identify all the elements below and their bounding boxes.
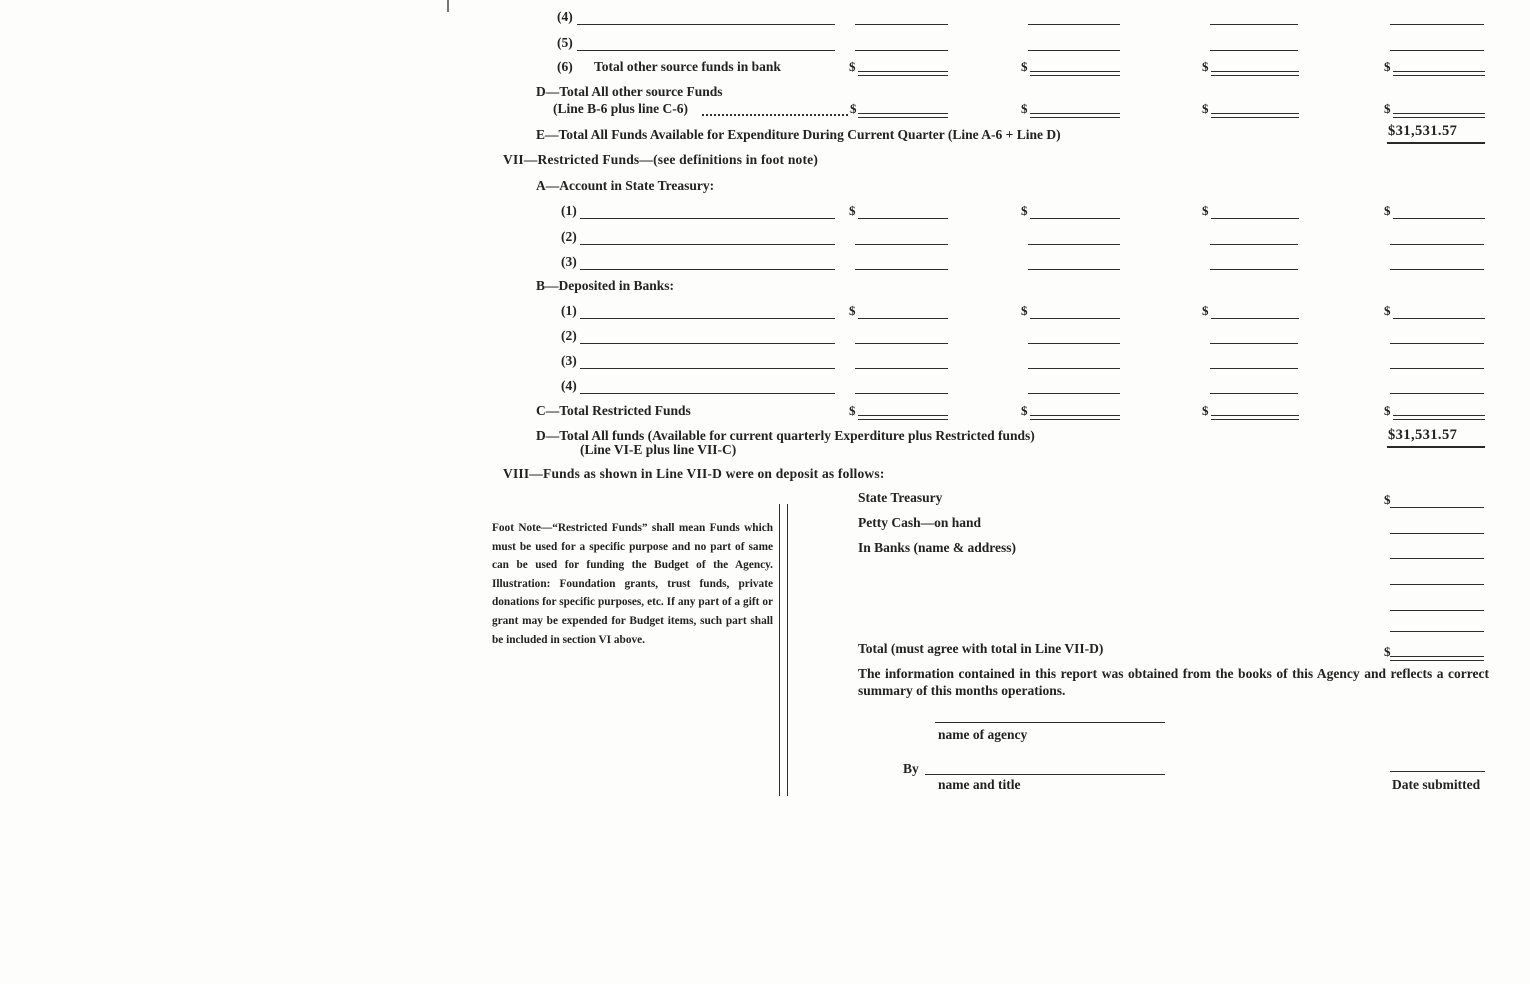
dollar-sign: $ [1021,101,1028,116]
amount-line [1390,244,1484,245]
footnote-divider-rule [779,504,788,796]
dollar-sign: $ [849,59,856,74]
amount-line [1210,343,1298,344]
by-signature-line [925,774,1165,775]
dollar-sign: $ [1202,403,1209,418]
scan-artifact-line [447,0,449,12]
fill-line [580,269,835,270]
dollar-sign: $ [1384,403,1391,418]
fill-line [580,218,835,219]
deposit-amount-line [1390,631,1484,632]
agency-signature-line [935,722,1165,723]
value-underline [1387,142,1485,144]
amount-line [1393,218,1485,219]
row-label: D—Total All funds (Available for current quarterly Experditure plus Restricted funds) [536,428,1035,443]
name-title-label: name and title [938,777,1021,792]
dollar-sign: $ [1021,403,1028,418]
fill-line [580,318,835,319]
fill-line [580,343,835,344]
date-line [1390,771,1485,772]
total-double-line [1211,415,1299,420]
amount-line [858,218,948,219]
row-label: D—Total All other source Funds [536,84,723,99]
amount-line [1390,343,1484,344]
amount-line [1390,368,1484,369]
by-label: By [903,761,919,776]
row-label: Total (must agree with total in Line VII-D) [858,641,1104,656]
row-number-label: (2) [561,229,577,244]
total-available-value: $31,531.57 [1388,123,1458,139]
row-label: E—Total All Funds Available for Expenditure During Current Quarter (Line A-6 + Line D) [536,127,1061,142]
total-double-line [858,415,948,420]
fill-line [580,368,835,369]
row-number-label: (1) [561,203,577,218]
amount-line [1028,24,1120,25]
section-vii-heading: VII—Restricted Funds—(see definitions in foot note) [503,152,819,167]
deposit-amount-line [1390,533,1484,534]
total-double-line [1393,71,1485,76]
amount-line [855,24,948,25]
total-double-line [1393,415,1485,420]
deposit-item-petty-cash: Petty Cash—on hand [858,515,982,530]
row-number-label: (3) [561,353,577,368]
fill-line [580,393,835,394]
amount-line [855,50,948,51]
total-double-line [858,71,948,76]
fill-line [577,24,835,25]
amount-line [1028,343,1120,344]
amount-line [1028,50,1120,51]
row-number-label: (5) [557,35,573,50]
dollar-sign: $ [1021,203,1028,218]
row-number-label: (3) [561,254,577,269]
amount-line [1030,318,1120,319]
row-sublabel: (Line VI-E plus line VII-C) [580,442,737,457]
dollar-sign: $ [1202,101,1209,116]
dollar-sign: $ [1202,203,1209,218]
row-number-label: (4) [561,378,577,393]
total-double-line [1030,71,1120,76]
amount-line [1390,269,1484,270]
row-label: C—Total Restricted Funds [536,403,691,418]
amount-line [855,244,948,245]
amount-line [855,368,948,369]
dollar-sign: $ [1202,59,1209,74]
dollar-sign: $ [1202,303,1209,318]
row-number-label: (1) [561,303,577,318]
amount-line [1210,24,1298,25]
amount-line [1028,393,1120,394]
deposit-amount-line [1390,507,1484,508]
amount-line [858,318,948,319]
total-all-funds-value: $31,531.57 [1388,427,1458,443]
dollar-sign: $ [1384,303,1391,318]
total-double-line [1211,113,1299,118]
amount-line [1210,244,1298,245]
section-viii-heading: VIII—Funds as shown in Line VII-D were on deposit as follows: [503,466,885,481]
amount-line [1210,393,1298,394]
total-double-line [1211,71,1299,76]
total-double-line [1393,113,1485,118]
amount-line [855,269,948,270]
dollar-sign: $ [1021,303,1028,318]
row-number-label: (6) [557,59,573,74]
amount-line [1211,218,1299,219]
dollar-sign: $ [1384,644,1391,659]
row-sublabel: (Line B-6 plus line C-6) [553,101,689,116]
date-submitted-label: Date submitted [1392,777,1481,792]
total-double-line [1030,415,1120,420]
row-number-label: (2) [561,328,577,343]
deposit-item-in-banks: In Banks (name & address) [858,540,1017,555]
dollar-sign: $ [1384,59,1391,74]
dollar-sign: $ [849,303,856,318]
amount-line [1028,269,1120,270]
fill-line [577,50,835,51]
fill-line [580,244,835,245]
amount-line [1390,393,1484,394]
amount-line [855,393,948,394]
dotted-leader [702,114,848,116]
dollar-sign: $ [1021,59,1028,74]
amount-line [1028,368,1120,369]
amount-line [1393,318,1485,319]
value-underline [1387,446,1485,448]
deposit-amount-line [1390,558,1484,559]
subheading-deposited-in-banks: B—Deposited in Banks: [536,278,675,293]
amount-line [1390,50,1484,51]
total-double-line [858,113,948,118]
row-number-label: (4) [557,9,573,24]
amount-line [1210,50,1298,51]
footnote-text: Foot Note—“Restricted Funds” shall mean Funds which must be used for a specific purpose and no part of same can be used for funding the Budget of the Agency. Illustration: Foundation grants, trust funds, private donations for specific purposes, etc. If any part of a gift or grant may be expended for Budget items, such part shall be included in section VI above. [492,522,773,646]
row-label: Total other source funds in bank [594,59,781,74]
dollar-sign: $ [849,203,856,218]
total-double-line [1030,113,1120,118]
dollar-sign: $ [1384,492,1391,507]
subheading-account-state-treasury: A—Account in State Treasury: [536,178,715,193]
deposit-amount-line [1390,610,1484,611]
amount-line [1210,368,1298,369]
amount-line [1030,218,1120,219]
amount-line [1390,24,1484,25]
amount-line [1028,244,1120,245]
amount-line [1211,318,1299,319]
agency-line-label: name of agency [938,727,1028,742]
deposit-item-state-treasury: State Treasury [858,490,943,505]
deposit-amount-line [1390,584,1484,585]
certification-statement: The information contained in this report was obtained from the books of this Agency and reflects a correct summary of this months operations. [858,666,1489,698]
total-double-line [1390,656,1484,661]
amount-line [855,343,948,344]
dollar-sign: $ [1384,101,1391,116]
dollar-sign: $ [1384,203,1391,218]
amount-line [1210,269,1298,270]
dollar-sign: $ [849,403,856,418]
dollar-sign: $ [850,101,857,116]
